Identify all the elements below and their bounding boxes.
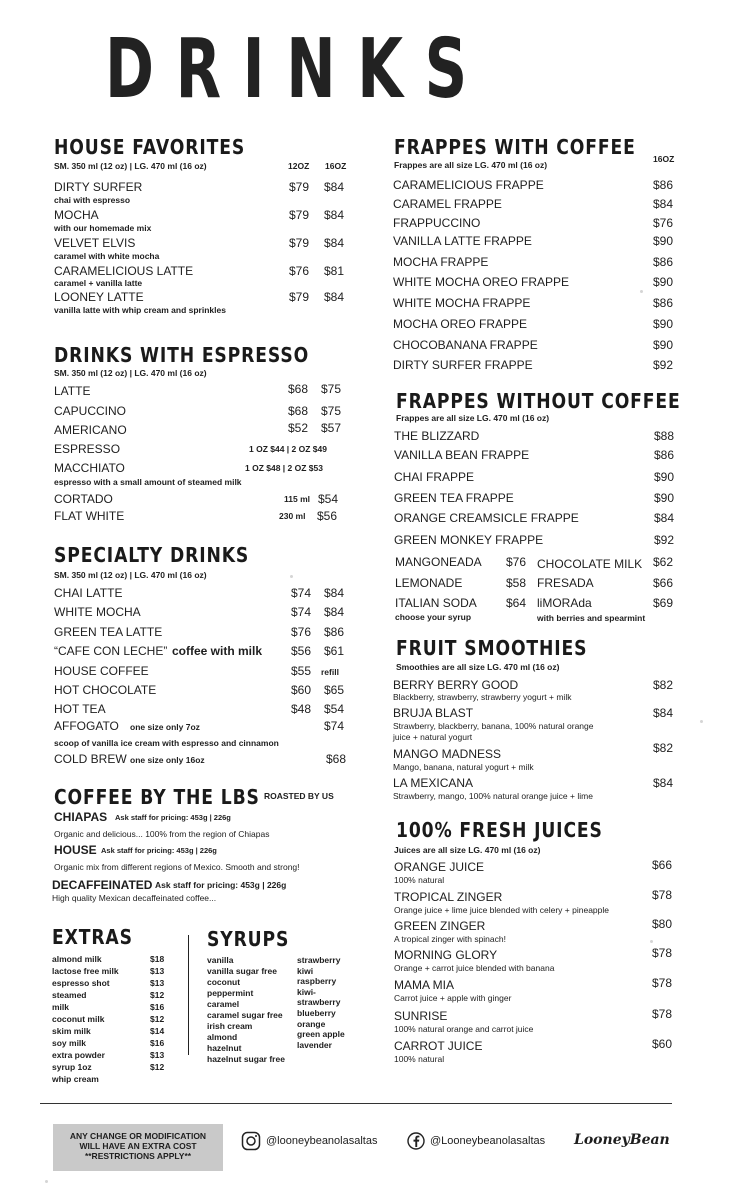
specialty-item-price-12: $56 [291, 644, 312, 658]
frappe-coffee-name: CARAMELICIOUS FRAPPE [393, 178, 544, 192]
extra-name: steamed [52, 990, 87, 1000]
frappe-no-coffee-price: $90 [654, 491, 675, 505]
specialty-item-extra: coffee with milk [172, 644, 263, 658]
frappes-no-coffee-heading: FRAPPES WITHOUT COFFEE [396, 389, 681, 413]
smoothie-price: $82 [653, 678, 674, 692]
house-item-price-12: $79 [289, 180, 310, 194]
juice-desc: A tropical zinger with spinach! [394, 934, 506, 944]
juice-price: $78 [652, 976, 673, 990]
juice-name: ORANGE JUICE [394, 860, 485, 874]
specialty-item-name: “CAFE CON LECHE” [54, 644, 168, 658]
syrup-flavor: hazelnut sugar free [207, 1054, 285, 1064]
house-item-desc: with our homemade mix [54, 223, 152, 233]
frappe-coffee-name: CHOCOBANANA FRAPPE [393, 338, 538, 352]
lbs-item-name: DECAFFEINATED [52, 878, 153, 892]
frappe-no-coffee-price: $88 [654, 429, 675, 443]
extra-name: espresso shot [52, 978, 110, 988]
specialty-item-desc: scoop of vanilla ice cream with espresso and cinnamon [54, 738, 279, 748]
extra-name: syrup 1oz [52, 1062, 92, 1072]
facebook-icon[interactable] [407, 1132, 425, 1150]
lbs-item-pricing: Ask staff for pricing: 453g | 226g [155, 880, 287, 890]
extras-syrups-divider [188, 935, 189, 1055]
juice-name: MORNING GLORY [394, 948, 498, 962]
syrup-flavor: vanilla sugar free [207, 966, 277, 976]
frappe-coffee-price: $90 [653, 234, 674, 248]
frappe-no-coffee-price: $92 [654, 533, 675, 547]
frappes-coffee-sizes: Frappes are all size LG. 470 ml (16 oz) [394, 160, 548, 170]
espresso-item-name: CAPUCCINO [54, 404, 127, 418]
lbs-item-pricing: Ask staff for pricing: 453g | 226g [115, 813, 231, 822]
syrup-flavor: coconut [207, 977, 241, 987]
juice-price: $78 [652, 946, 673, 960]
specialty-item-price-12: $74 [291, 586, 312, 600]
extra-price: $18 [150, 954, 165, 964]
extra-price: $13 [150, 966, 165, 976]
specialty-item-extra: one size only 7oz [130, 722, 200, 732]
pair-a-name: LEMONADE [395, 576, 463, 590]
page-title: DRINKS [105, 22, 489, 117]
smoothie-desc: Blackberry, strawberry, strawberry yogurt + milk [393, 692, 572, 702]
frappe-coffee-price: $90 [653, 317, 674, 331]
espresso-item-note: 1 OZ $44 | 2 OZ $49 [249, 444, 327, 454]
syrup-flavor: raspberry [297, 976, 337, 987]
specialty-item-name: WHITE MOCHA [54, 605, 141, 619]
juices-heading: 100% FRESH JUICES [396, 818, 603, 842]
juice-desc: Orange + carrot juice blended with banana [394, 963, 555, 973]
espresso-item-price: $54 [318, 492, 339, 506]
frappe-coffee-price: $86 [653, 255, 674, 269]
frappe-coffee-name: MOCHA FRAPPE [393, 255, 489, 269]
lbs-item-name: HOUSE [54, 843, 97, 857]
specialty-item-price-16: $84 [324, 586, 345, 600]
frappe-coffee-name: MOCHA OREO FRAPPE [393, 317, 528, 331]
specialty-item-price-16: $54 [324, 702, 345, 716]
frappe-coffee-price: $92 [653, 358, 674, 372]
background-speck [45, 1180, 48, 1183]
notice-line-1: ANY CHANGE OR MODIFICATION [69, 1131, 207, 1141]
espresso-item-price-12: $52 [288, 421, 309, 435]
syrup-flavor: strawberry [297, 955, 341, 965]
frappe-coffee-name: CARAMEL FRAPPE [393, 197, 502, 211]
house-favorites-sizes: SM. 350 ml (12 oz) | LG. 470 ml (16 oz) [54, 161, 207, 171]
extra-name: coconut milk [52, 1014, 105, 1024]
house-item-name: VELVET ELVIS [54, 236, 136, 250]
house-item-desc: vanilla latte with whip cream and sprinkles [54, 305, 226, 315]
syrup-flavor: kiwi- [297, 986, 316, 997]
specialty-item-refill: refill [321, 667, 339, 677]
specialty-item-price-16: $74 [324, 719, 345, 733]
extra-price: $13 [150, 978, 165, 988]
smoothie-desc: Mango, banana, natural yogurt + milk [393, 762, 534, 772]
extra-price: $12 [150, 1014, 165, 1024]
specialty-item-name: HOT CHOCOLATE [54, 683, 157, 697]
syrup-flavor: caramel sugar free [207, 1010, 283, 1020]
house-item-name: MOCHA [54, 208, 99, 222]
specialty-item-price-12: $60 [291, 683, 312, 697]
house-item-price-12: $76 [289, 264, 310, 278]
smoothie-name: BRUJA BLAST [393, 706, 474, 720]
extra-price: $13 [150, 1050, 165, 1060]
frappe-no-coffee-name: ORANGE CREAMSICLE FRAPPE [394, 511, 579, 525]
house-item-name: DIRTY SURFER [54, 180, 143, 194]
juice-price: $80 [652, 917, 673, 931]
extra-price: $14 [150, 1026, 165, 1036]
specialty-item-price-12: $48 [291, 702, 312, 716]
extra-price: $16 [150, 1038, 165, 1048]
extras-heading: EXTRAS [52, 925, 133, 949]
frappe-no-coffee-name: GREEN MONKEY FRAPPE [394, 533, 544, 547]
lbs-heading: COFFEE BY THE LBS [54, 785, 260, 809]
syrup-flavor: irish cream [207, 1021, 253, 1031]
specialty-item-price-16: $68 [326, 752, 347, 766]
lbs-tag: ROASTED BY US [264, 791, 334, 801]
house-item-price-12: $79 [289, 290, 310, 304]
house-item-price-16: $84 [324, 208, 345, 222]
lbs-item-desc: Organic mix from different regions of Mexico. Smooth and strong! [54, 862, 300, 872]
syrup-flavor: caramel [207, 999, 240, 1009]
specialty-item-name: HOUSE COFFEE [54, 664, 149, 678]
espresso-sizes: SM. 350 ml (12 oz) | LG. 470 ml (16 oz) [54, 368, 207, 378]
frappe-coffee-name: WHITE MOCHA FRAPPE [393, 296, 531, 310]
juice-name: MAMA MIA [394, 978, 455, 992]
specialty-item-name: AFFOGATO [54, 719, 119, 733]
syrup-flavor: lavender [297, 1039, 332, 1050]
extra-name: soy milk [52, 1038, 87, 1048]
house-item-name: CARAMELICIOUS LATTE [54, 264, 194, 278]
specialty-item-price-16: $65 [324, 683, 345, 697]
espresso-item-price-16: $75 [321, 382, 342, 396]
house-item-desc: chai with espresso [54, 195, 131, 205]
specialty-item-name: GREEN TEA LATTE [54, 625, 163, 639]
juice-desc: 100% natural orange and carrot juice [394, 1024, 534, 1034]
house-favorites-heading: HOUSE FAVORITES [54, 135, 246, 159]
house-item-price-16: $84 [324, 236, 345, 250]
frappe-coffee-price: $84 [653, 197, 674, 211]
syrup-flavor: almond [207, 1032, 238, 1042]
espresso-item-desc: espresso with a small amount of steamed milk [54, 477, 242, 487]
instagram-handle[interactable]: @looneybeanolasaltas [266, 1135, 378, 1147]
pair-b-name: liMORAda [537, 596, 592, 610]
frappe-coffee-name: VANILLA LATTE FRAPPE [393, 234, 532, 248]
smoothie-price: $84 [653, 776, 674, 790]
pair-b-desc: with berries and spearmint [537, 613, 646, 623]
espresso-item-price-16: $75 [321, 404, 342, 418]
smoothies-heading: FRUIT SMOOTHIES [396, 636, 588, 660]
background-speck [640, 290, 643, 293]
espresso-item-name: ESPRESSO [54, 442, 121, 456]
syrup-flavor: vanilla [207, 955, 234, 965]
smoothie-desc-2: juice + natural yogurt [393, 732, 473, 742]
espresso-item-size: 115 ml [284, 494, 310, 504]
frappes-coffee-heading: FRAPPES WITH COFFEE [394, 135, 636, 159]
pair-b-name: CHOCOLATE MILK [537, 557, 643, 571]
pair-a-name: ITALIAN SODA [395, 596, 477, 610]
syrup-flavor: orange [297, 1018, 326, 1029]
juice-name: CARROT JUICE [394, 1039, 483, 1053]
extra-name: almond milk [52, 954, 102, 964]
pair-a-price: $76 [506, 555, 527, 569]
extra-name: milk [52, 1002, 70, 1012]
looney-bean-logo: LooneyBean [574, 1132, 670, 1148]
frappes-no-coffee-sizes: Frappes are all size LG. 470 ml (16 oz) [396, 413, 550, 423]
specialty-item-price-16: $61 [324, 644, 345, 658]
espresso-heading: DRINKS WITH ESPRESSO [54, 343, 310, 367]
syrup-flavor: strawberry [297, 997, 341, 1008]
frappe-coffee-name: FRAPPUCCINO [393, 216, 481, 230]
syrup-flavor: hazelnut [207, 1043, 242, 1053]
espresso-item-name: AMERICANO [54, 423, 127, 437]
smoothie-price: $82 [653, 741, 674, 755]
frappe-coffee-price: $76 [653, 216, 674, 230]
background-speck [700, 720, 703, 723]
smoothie-name: BERRY BERRY GOOD [393, 678, 519, 692]
frappe-no-coffee-name: CHAI FRAPPE [394, 470, 475, 484]
notice-line-3: **RESTRICTIONS APPLY** [84, 1151, 192, 1161]
background-speck [290, 575, 293, 578]
smoothies-sizes: Smoothies are all size LG. 470 ml (16 oz) [396, 662, 560, 672]
pair-a-desc: choose your syrup [395, 612, 472, 622]
specialty-item-price-16: $86 [324, 625, 345, 639]
specialty-item-name: CHAI LATTE [54, 586, 123, 600]
pair-a-name: MANGONEADA [395, 555, 482, 569]
specialty-item-price-12: $55 [291, 664, 312, 678]
espresso-item-name: LATTE [54, 384, 91, 398]
pair-a-price: $58 [506, 576, 527, 590]
footer-divider [40, 1103, 672, 1104]
lbs-item-name: CHIAPAS [54, 810, 108, 824]
lbs-item-desc: Organic and delicious... 100% from the region of Chiapas [54, 829, 270, 839]
frappe-no-coffee-price: $90 [654, 470, 675, 484]
frappe-no-coffee-name: THE BLIZZARD [394, 429, 480, 443]
frappe-no-coffee-name: GREEN TEA FRAPPE [394, 491, 514, 505]
specialty-item-name: HOT TEA [54, 702, 106, 716]
extra-name: whip cream [52, 1074, 99, 1084]
frappe-no-coffee-price: $84 [654, 511, 675, 525]
pair-b-price: $66 [653, 576, 674, 590]
extra-name: lactose free milk [52, 966, 119, 976]
extra-name: skim milk [52, 1026, 91, 1036]
instagram-icon[interactable] [241, 1131, 261, 1151]
specialty-item-price-16: $84 [324, 605, 345, 619]
syrup-flavor: blueberry [297, 1008, 336, 1018]
house-item-name: LOONEY LATTE [54, 290, 144, 304]
house-item-desc: caramel with white mocha [54, 251, 160, 261]
smoothie-desc: Strawberry, mango, 100% natural orange juice + lime [393, 791, 593, 801]
specialty-heading: SPECIALTY DRINKS [54, 543, 250, 567]
juice-name: GREEN ZINGER [394, 919, 486, 933]
col-12oz-label: 12OZ [288, 161, 310, 171]
notice-line-2: WILL HAVE AN EXTRA COST [79, 1141, 197, 1151]
modification-notice [53, 1124, 223, 1171]
espresso-item-price-12: $68 [288, 382, 309, 396]
background-speck [650, 940, 653, 943]
col-16oz-label: 16OZ [325, 161, 347, 171]
juice-name: SUNRISE [394, 1009, 448, 1023]
lbs-item-pricing: Ask staff for pricing: 453g | 226g [101, 846, 217, 855]
frappe-coffee-name: WHITE MOCHA OREO FRAPPE [393, 275, 570, 289]
juice-desc: 100% natural [394, 1054, 445, 1064]
pair-b-price: $69 [653, 596, 674, 610]
syrup-flavor: kiwi [297, 965, 314, 976]
espresso-item-price-16: $57 [321, 421, 342, 435]
house-item-price-12: $79 [289, 208, 310, 222]
smoothie-price: $84 [653, 706, 674, 720]
juice-desc: Carrot juice + apple with ginger [394, 993, 512, 1003]
lbs-item-desc: High quality Mexican decaffeinated coffee... [52, 893, 217, 903]
syrup-flavor: green apple [297, 1029, 345, 1040]
specialty-sizes: SM. 350 ml (12 oz) | LG. 470 ml (16 oz) [54, 570, 207, 580]
extra-price: $16 [150, 1002, 165, 1012]
juice-desc: Orange juice + lime juice blended with celery + pineapple [394, 905, 609, 915]
house-item-desc: caramel + vanilla latte [54, 278, 143, 288]
smoothie-name: LA MEXICANA [393, 776, 474, 790]
juice-price: $78 [652, 888, 673, 902]
smoothie-name: MANGO MADNESS [393, 747, 502, 761]
frappe-coffee-price: $90 [653, 275, 674, 289]
juice-name: TROPICAL ZINGER [394, 890, 503, 904]
juice-price: $78 [652, 1007, 673, 1021]
pair-b-name: FRESADA [537, 576, 594, 590]
espresso-item-price: $56 [317, 509, 338, 523]
espresso-item-price-12: $68 [288, 404, 309, 418]
house-item-price-16: $81 [324, 264, 345, 278]
facebook-handle[interactable]: @Looneybeanolasaltas [430, 1135, 546, 1147]
specialty-item-name: COLD BREW [54, 752, 127, 766]
frappe-coffee-price: $86 [653, 296, 674, 310]
frappe-no-coffee-name: VANILLA BEAN FRAPPE [394, 448, 530, 462]
pair-b-price: $62 [653, 555, 674, 569]
espresso-item-note: 1 OZ $48 | 2 OZ $53 [245, 463, 323, 473]
smoothie-desc: Strawberry, blackberry, banana, 100% natural orange [393, 721, 594, 731]
frappe-coffee-price: $90 [653, 338, 674, 352]
frappe-no-coffee-price: $86 [654, 448, 675, 462]
extra-price: $12 [150, 1062, 165, 1072]
juice-price: $60 [652, 1037, 673, 1051]
house-item-price-16: $84 [324, 180, 345, 194]
syrups-heading: SYRUPS [207, 927, 290, 951]
extra-name: extra powder [52, 1050, 105, 1060]
juice-price: $66 [652, 858, 673, 872]
extra-price: $12 [150, 990, 165, 1000]
house-item-price-16: $84 [324, 290, 345, 304]
frappe-coffee-price: $86 [653, 178, 674, 192]
pair-a-price: $64 [506, 596, 527, 610]
house-item-price-12: $79 [289, 236, 310, 250]
specialty-item-price-12: $76 [291, 625, 312, 639]
specialty-item-extra: one size only 16oz [130, 755, 205, 765]
espresso-item-size: 230 ml [279, 511, 306, 521]
frappe-coffee-name: DIRTY SURFER FRAPPE [393, 358, 533, 372]
espresso-item-name: FLAT WHITE [54, 509, 125, 523]
espresso-item-name: MACCHIATO [54, 461, 125, 475]
espresso-item-name: CORTADO [54, 492, 113, 506]
juice-desc: 100% natural [394, 875, 445, 885]
frappes-coffee-16oz-label: 16OZ [653, 154, 675, 164]
juices-sizes: Juices are all size LG. 470 ml (16 oz) [394, 845, 541, 855]
specialty-item-price-12: $74 [291, 605, 312, 619]
syrup-flavor: peppermint [207, 988, 254, 998]
